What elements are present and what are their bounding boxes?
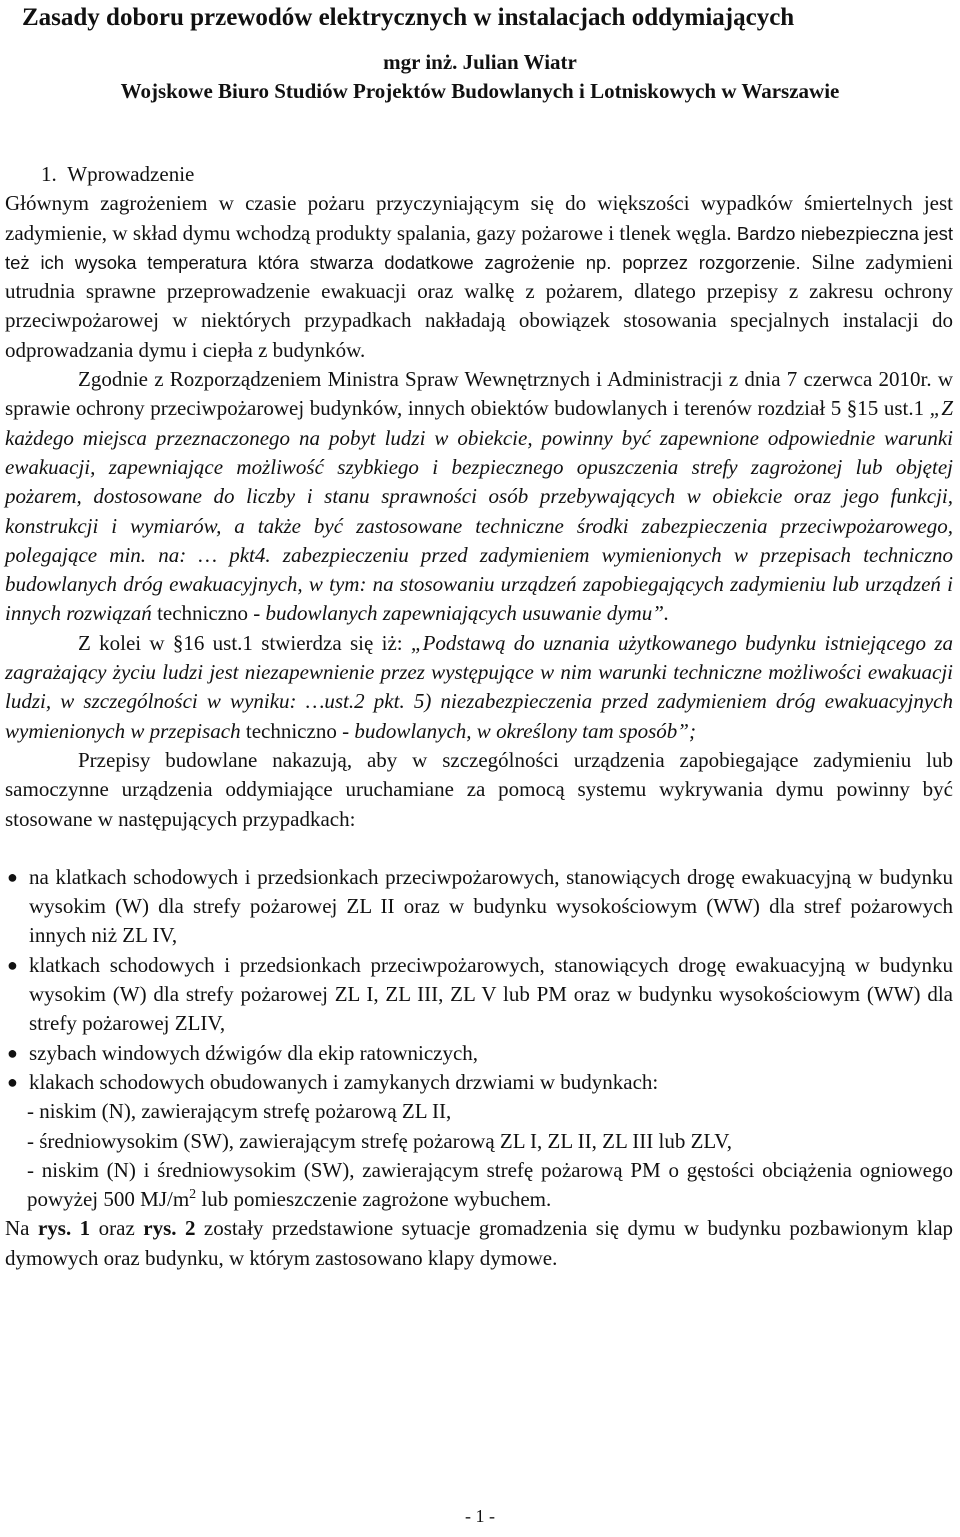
intro-text-rest: Silne zadymieni utrudnia sprawne przeprowadzenie ewakuacji oraz walkę z pożarem, dlatego przepisy z zakresu ochrony przeciwpożarowej w niektórych przypadkach nakładają obowiązek stosowania specjalnych instalacji do odprowadzania dymu i ciepła z budynków.: [5, 249, 953, 362]
figure-ref-1: rys. 1: [37, 1216, 91, 1241]
intro-text: Głównym zagrożeniem w czasie pożaru przyczyniającym się do większości wypadków śmiertelnych jest zadymienie, w skład dymu wchodzą produkty spalania, gazy pożarowe i tlenek węgla.: [5, 191, 953, 245]
bullet-icon: ●: [7, 1071, 18, 1092]
section16-quote-end: budowlanych, w określony tam sposób”;: [354, 718, 696, 743]
closing-mid: oraz: [98, 1216, 135, 1241]
list-item: [5, 1039, 953, 1068]
author-affiliation: Wojskowe Biuro Studiów Projektów Budowlanych i Lotniskowych w Warszawie: [120, 79, 840, 103]
sub-item: - średniowysokim (SW), zawierającym strefę pożarową ZL I, ZL II, ZL III lub ZLV,: [27, 1128, 733, 1153]
list-item-text: klakach schodowych obudowanych i zamykanych drzwiami w budynkach:: [29, 1069, 659, 1094]
list-item: [5, 863, 953, 951]
list-item: [5, 1068, 953, 1097]
closing-pre: Na: [5, 1216, 30, 1241]
document-title: Zasady doboru przewodów elektrycznych w instalacjach oddymiających: [22, 4, 795, 31]
regulation-reference: Zgodnie z Rozporządzeniem Ministra Spraw Wewnętrznych i Administracji z dnia 7 czerwca 2010r. w sprawie ochrony przeciwpożarowej budynków, innych obiektów budowlanych i terenów rozdział 5 §15 ust.1: [5, 367, 953, 421]
author-block: [0, 48, 960, 106]
sub-item-tail: lub pomieszczenie zagrożone wybuchem.: [196, 1187, 552, 1212]
section-number: 1.: [41, 162, 57, 186]
sub-item-text: - niskim (N) i średniowysokim (SW), zawierającym strefę pożarową PM o gęstości obciążenia ogniowego powyżej 500 MJ/m: [27, 1157, 953, 1212]
paragraph-closing: [5, 1214, 953, 1273]
list-item-text: klatkach schodowych i przedsionkach przeciwpożarowych, stanowiących drogę ewakuacyjną w budynku wysokim (W) dla strefy pożarowej ZL I, ZL III, ZL V lub PM oraz w budynku wysokościowym (WW) dla strefy pożarowej ZLIV,: [29, 952, 953, 1036]
paragraph-regulation: [5, 365, 953, 629]
list-item-text: szybach windowych dźwigów dla ekip ratowniczych,: [29, 1040, 479, 1065]
intro-text-sans: Bardzo niebezpieczna jest też ich wysoka temperatura która stwarza dodatkowe zagrożenie np. poprzez rozgorzenie.: [5, 222, 954, 273]
regulation-quote: „Z każdego miejsca przeznaczonego na pobyt ludzi w obiekcie, powinny być zapewnione odpowiednie warunki ewakuacji, zapewniające możliwość szybkiego i bezpiecznego opuszczenia strefy zagrożonej lub objętej pożarem, dostosowane do liczby i stanu sprawności osób przebywających w obiekcie oraz jego funkcji, konstrukcji i wymiarów, a także być zastosowane techniczne środki zabezpieczenia przeciwpożarowego, polegające min. na: … pkt4. zabezpieczeniu przed zadymieniem wymienionych w przepisach techniczno budowlanych dróg ewakuacyjnych, w tym: na stosowaniu urządzeń zapobiegających zadymieniu lub urządzeń i innych rozwiązań: [5, 396, 954, 626]
list-item-text: na klatkach schodowych i przedsionkach przeciwpożarowych, stanowiących drogę ewakuacyjną w budynku wysokim (W) dla strefy pożarowej ZL II oraz w budynku wysokościowym (WW) dla stref pożarowych innych niż ZL IV,: [29, 864, 953, 948]
paragraph-section16: [5, 629, 953, 746]
superscript: 2: [189, 1187, 197, 1203]
section-title: Wprowadzenie: [67, 162, 195, 186]
section-heading: [5, 160, 953, 189]
sub-item-last: [5, 1156, 953, 1215]
bullet-icon: ●: [7, 1042, 18, 1063]
paragraph-requirements: Przepisy budowlane nakazują, aby w szczególności urządzenia zapobiegające zadymieniu lub samoczynne urządzenia oddymiające uruchamiane za pomocą systemu wykrywania dymu powinny być stosowane w następujących przypadkach:: [5, 747, 953, 831]
bullet-icon: ●: [7, 954, 18, 975]
regulation-quote-plain: techniczno -: [157, 601, 261, 626]
page-number: - 1 -: [465, 1506, 495, 1526]
requirements-list: [5, 863, 953, 1097]
document-body: [5, 160, 953, 1273]
figure-ref-2: rys. 2: [143, 1216, 196, 1241]
closing-post: zostały przedstawione sytuacje gromadzenia się dymu w budynku pozbawionym klap dymowych oraz budynku, w którym zastosowano klapy dymowe.: [5, 1216, 954, 1270]
section16-quote-plain: techniczno -: [245, 718, 350, 743]
section16-quote: „Podstawą do uznania użytkowanego budynku istniejącego za zagrażający życiu ludzi jest niezapewnienie przez występujące w nim warunki techniczne możliwości ewakuacji ludzi, w szczególności w wyniku: …ust.2 pkt. 5) niezabezpieczenia przed zadymieniem dróg ewakuacyjnych wymienionych w przepisach: [5, 630, 953, 743]
sub-item: - niskim (N), zawierającym strefę pożarową ZL II,: [27, 1099, 452, 1124]
paragraph-intro: [5, 189, 953, 365]
author-name: mgr inż. Julian Wiatr: [383, 50, 577, 74]
bullet-icon: ●: [7, 866, 18, 887]
list-item: [5, 951, 953, 1039]
regulation-quote-end: budowlanych zapewniających usuwanie dymu”.: [265, 601, 670, 626]
section16-reference: Z kolei w §16 ust.1 stwierdza się iż:: [78, 630, 403, 655]
